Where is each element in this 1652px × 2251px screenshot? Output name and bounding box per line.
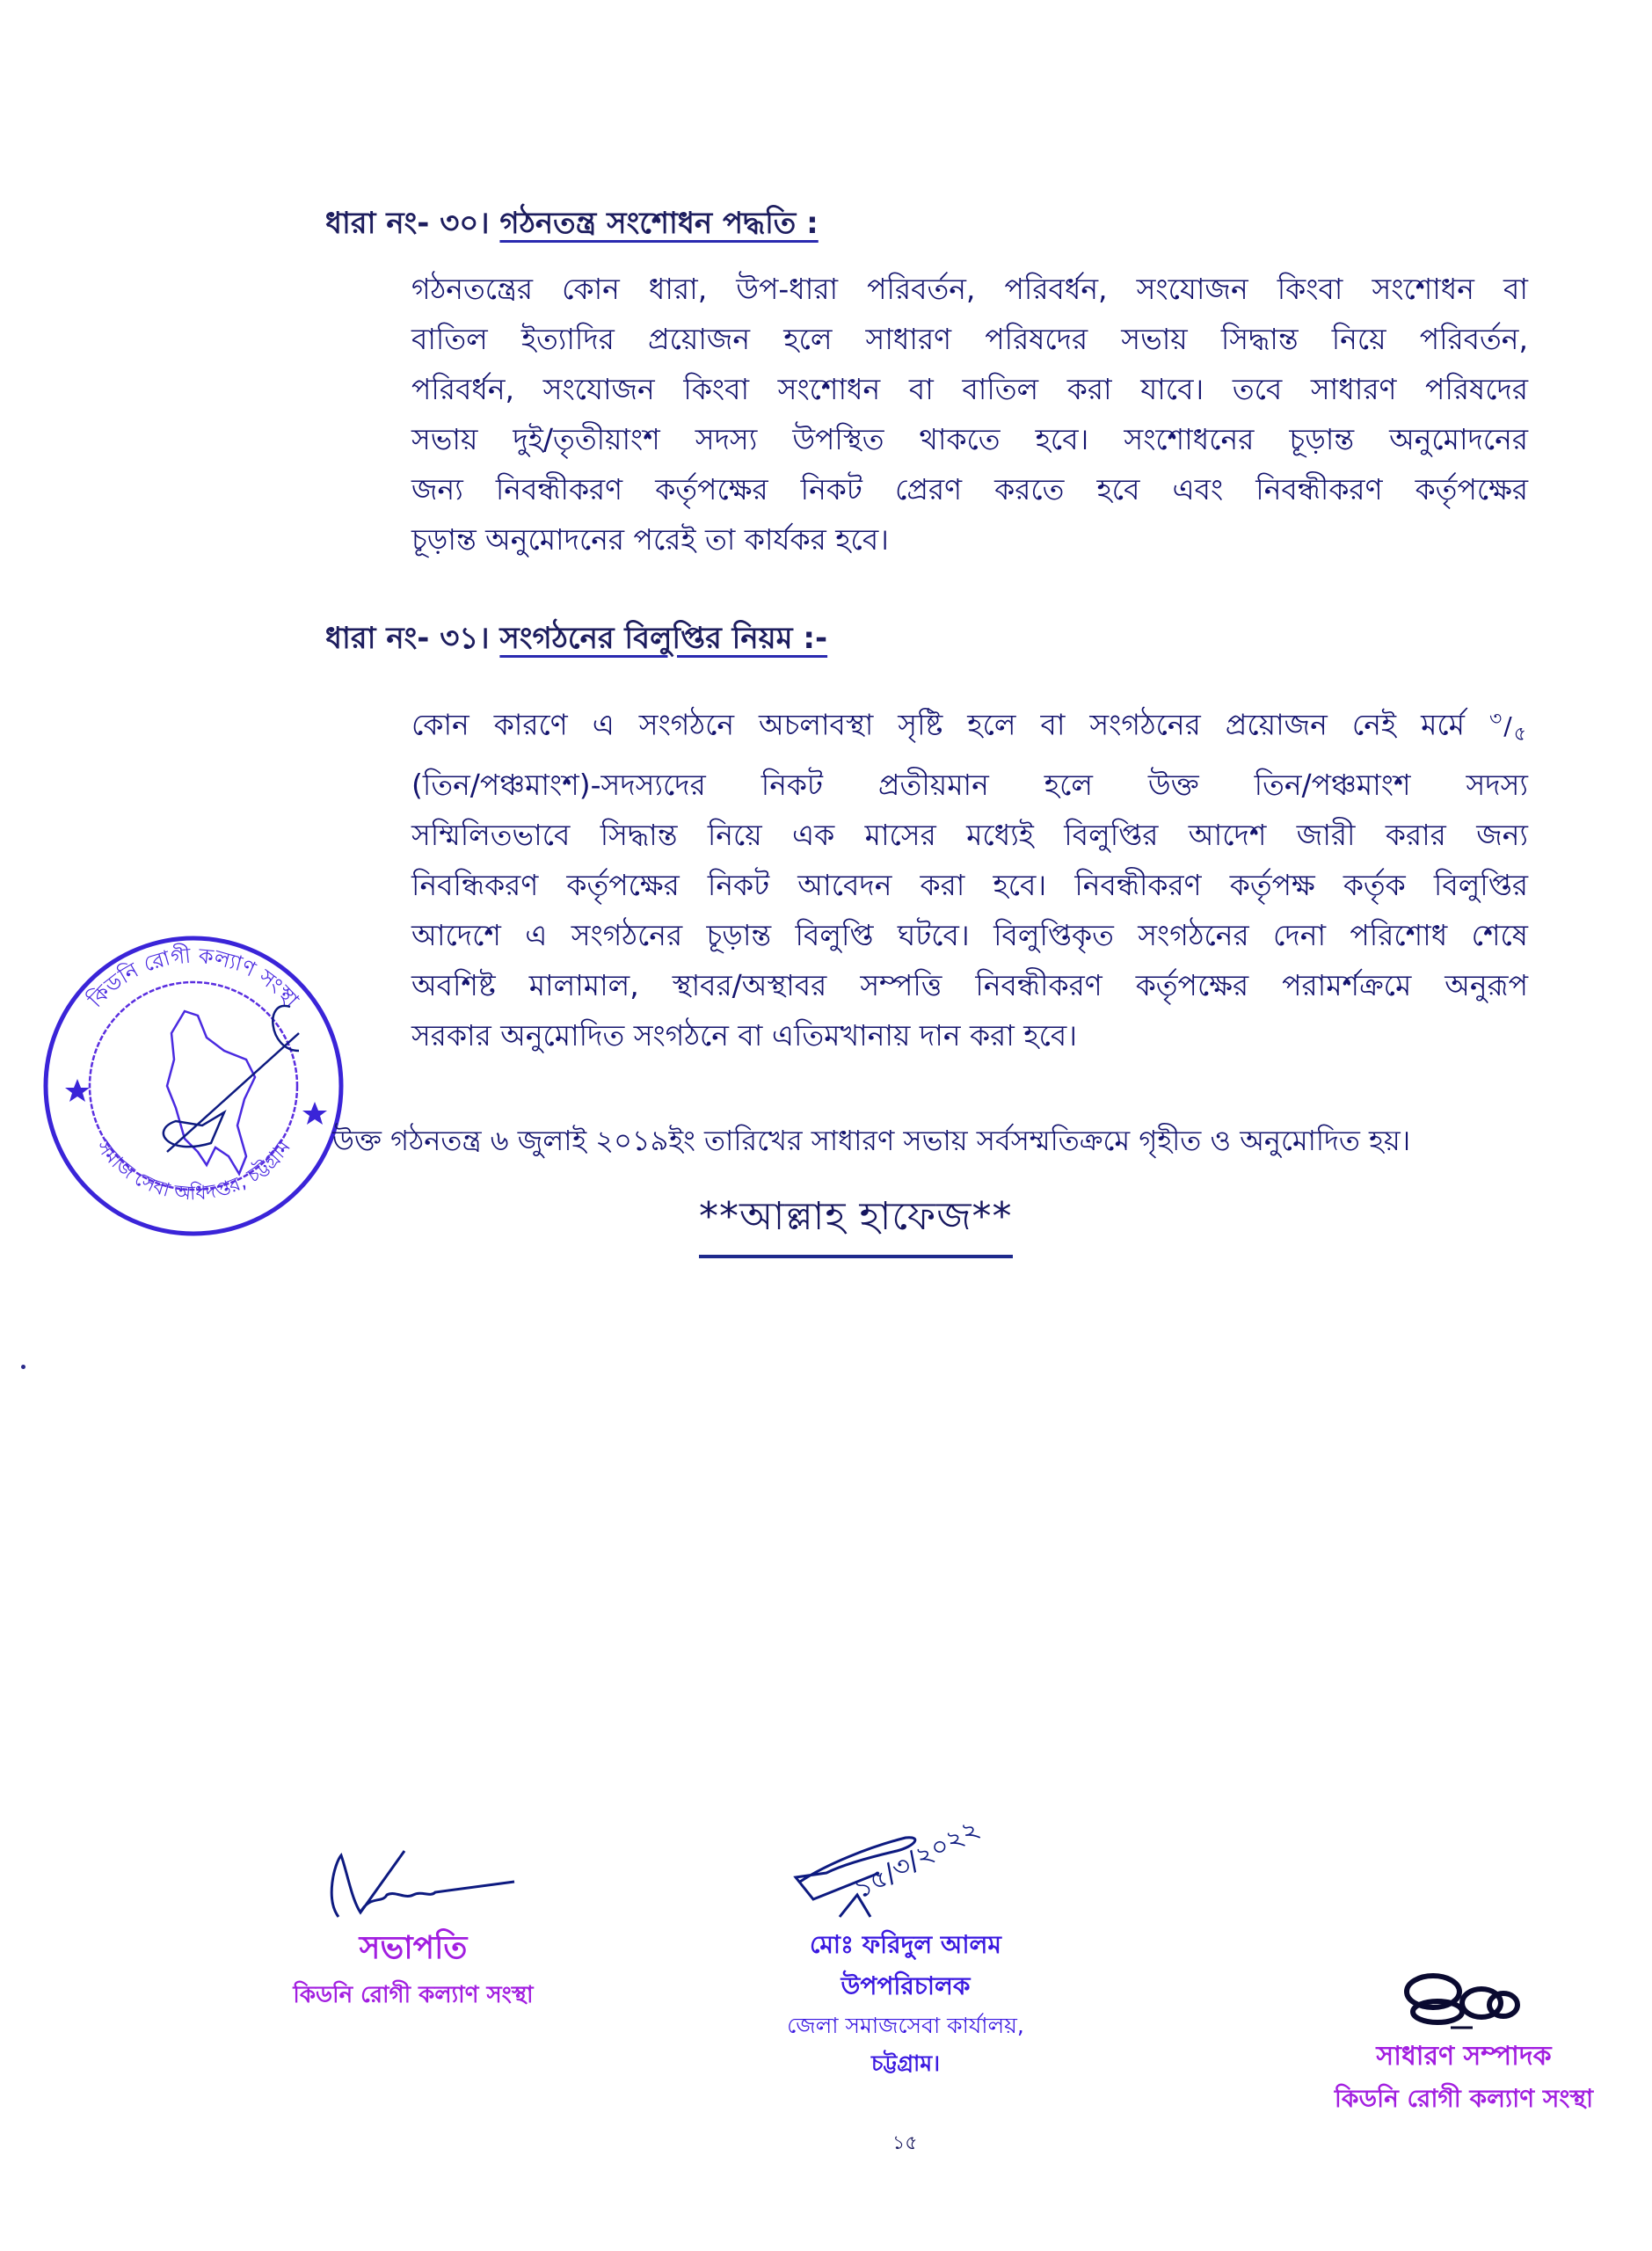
section-30-body	[411, 264, 1528, 565]
paragraph-line: গঠনতন্ত্রের কোন ধারা, উপ-ধারা পরিবর্তন, পরিবর্ধন, সংযোজন কিংবা সংশোধন বা	[411, 272, 1528, 306]
seal-bottom-text: সমাজ সেবা অধিদপ্তর, চট্টগ্রাম	[91, 1136, 295, 1206]
farewell-heading: **আল্লাহ হাফেজ**	[699, 1187, 1013, 1258]
scan-speck	[21, 1365, 25, 1369]
paragraph-line: বাতিল ইত্যাদির প্রয়োজন হলে সাধারণ পরিষদের সভায় সিদ্ধান্ত নিয়ে পরিবর্তন,	[411, 322, 1528, 356]
paragraph-line: জন্য নিবন্ধীকরণ কর্তৃপক্ষের নিকট প্রেরণ করতে হবে এবং নিবন্ধীকরণ কর্তৃপক্ষের	[411, 472, 1528, 506]
paragraph-line	[411, 695, 1528, 760]
section-30-number: ধারা নং- ৩০।	[325, 206, 490, 241]
president-title-stamp: সভাপতি	[359, 1930, 468, 1966]
president-signature-icon	[299, 1847, 528, 1926]
paragraph-line: পরিবর্ধন, সংযোজন কিংবা সংশোধন বা বাতিল করা যাবে। তবে সাধারণ পরিষদের	[411, 372, 1528, 406]
paragraph-first-line-text: কোন কারণে এ সংগঠনে অচলাবস্থা সৃষ্টি হলে বা সংগঠনের প্রয়োজন নেই মর্মে	[411, 707, 1465, 742]
handwritten-date: ১৫/৩/২০২২	[848, 1813, 986, 1905]
officer-office-stamp: জেলা সমাজসেবা কার্যালয়,	[787, 2013, 1024, 2038]
paragraph-line: সম্মিলিতভাবে সিদ্ধান্ত নিয়ে এক মাসের মধ্যেই বিলুপ্তির আদেশ জারী করার জন্য	[411, 817, 1528, 852]
paragraph-line: অবশিষ্ট মালামাল, স্থাবর/অস্থাবর সম্পত্তি নিবন্ধীকরণ কর্তৃপক্ষের পরামর্শক্রমে অনুরূপ	[411, 967, 1528, 1002]
paragraph-line: সভায় দুই/তৃতীয়াংশ সদস্য উপস্থিত থাকতে হবে। সংশোধনের চূড়ান্ত অনুমোদনের	[411, 422, 1528, 456]
section-31-number: ধারা নং- ৩১।	[325, 621, 490, 656]
paragraph-line: আদেশে এ সংগঠনের চূড়ান্ত বিলুপ্তি ঘটবে। বিলুপ্তিকৃত সংগঠনের দেনা পরিশোধ শেষে	[411, 917, 1528, 952]
officer-name-stamp: মোঃ ফরিদুল আলম	[810, 1930, 1001, 1959]
seal-star-right	[302, 1102, 327, 1125]
seal-top-text: কিডনি রোগী কল্যাণ সংস্থা	[83, 943, 304, 1013]
paragraph-line: (তিন/পঞ্চমাংশ)-সদস্যদের নিকট প্রতীয়মান হলে উক্ত তিন/পঞ্চমাংশ সদস্য	[411, 767, 1528, 802]
section-31-heading	[325, 616, 827, 666]
seal-signature-icon	[164, 1006, 299, 1152]
paragraph-line: নিবন্ধিকরণ কর্তৃপক্ষের নিকট আবেদন করা হবে। নিবন্ধীকরণ কর্তৃপক্ষ কর্তৃক বিলুপ্তির	[411, 867, 1528, 902]
bangladesh-map-icon	[167, 1011, 255, 1174]
deputy-director-signature-block	[743, 1811, 1068, 2084]
adoption-statement: উক্ত গঠনতন্ত্র ৬ জুলাই ২০১৯ইং তারিখের সাধারণ সভায় সর্বসম্মতিক্রমে গৃহীত ও অনুমোদিত হয়।	[332, 1124, 1411, 1157]
section-30-heading	[325, 200, 819, 251]
president-signature-block	[268, 1847, 558, 2015]
three-fifths-fraction: $^৩/_৫$	[1488, 709, 1528, 746]
general-secretary-signature-block	[1297, 1970, 1631, 2121]
section-31-body	[411, 695, 1528, 1060]
secretary-title-stamp: সাধারণ সম্পাদক	[1376, 2041, 1552, 2072]
officer-designation-stamp: উপপরিচালক	[841, 1971, 971, 2000]
page-number: ১৫	[892, 2132, 918, 2154]
paragraph-line: চূড়ান্ত অনুমোদনের পরেই তা কার্যকর হবে।	[411, 522, 889, 557]
official-seal-icon	[35, 928, 352, 1244]
seal-star-left	[65, 1079, 90, 1102]
section-30-title: গঠনতন্ত্র সংশোধন পদ্ধতি :	[499, 206, 819, 241]
fraction-denominator: ৫	[1513, 723, 1528, 746]
president-org-stamp: কিডনি রোগী কল্যাণ সংস্থা	[293, 1982, 534, 2008]
secretary-org-stamp: কিডনি রোগী কল্যাণ সংস্থা	[1334, 2084, 1594, 2113]
fraction-numerator: ৩	[1488, 709, 1504, 731]
general-secretary-signature-icon	[1394, 1970, 1534, 2031]
section-31-title: সংগঠনের বিলুপ্তির নিয়ম :-	[499, 621, 828, 656]
paragraph-line: সরকার অনুমোদিত সংগঠনে বা এতিমখানায় দান করা হবে।	[411, 1017, 1078, 1053]
officer-city-stamp: চট্টগ্রাম।	[870, 2051, 941, 2076]
